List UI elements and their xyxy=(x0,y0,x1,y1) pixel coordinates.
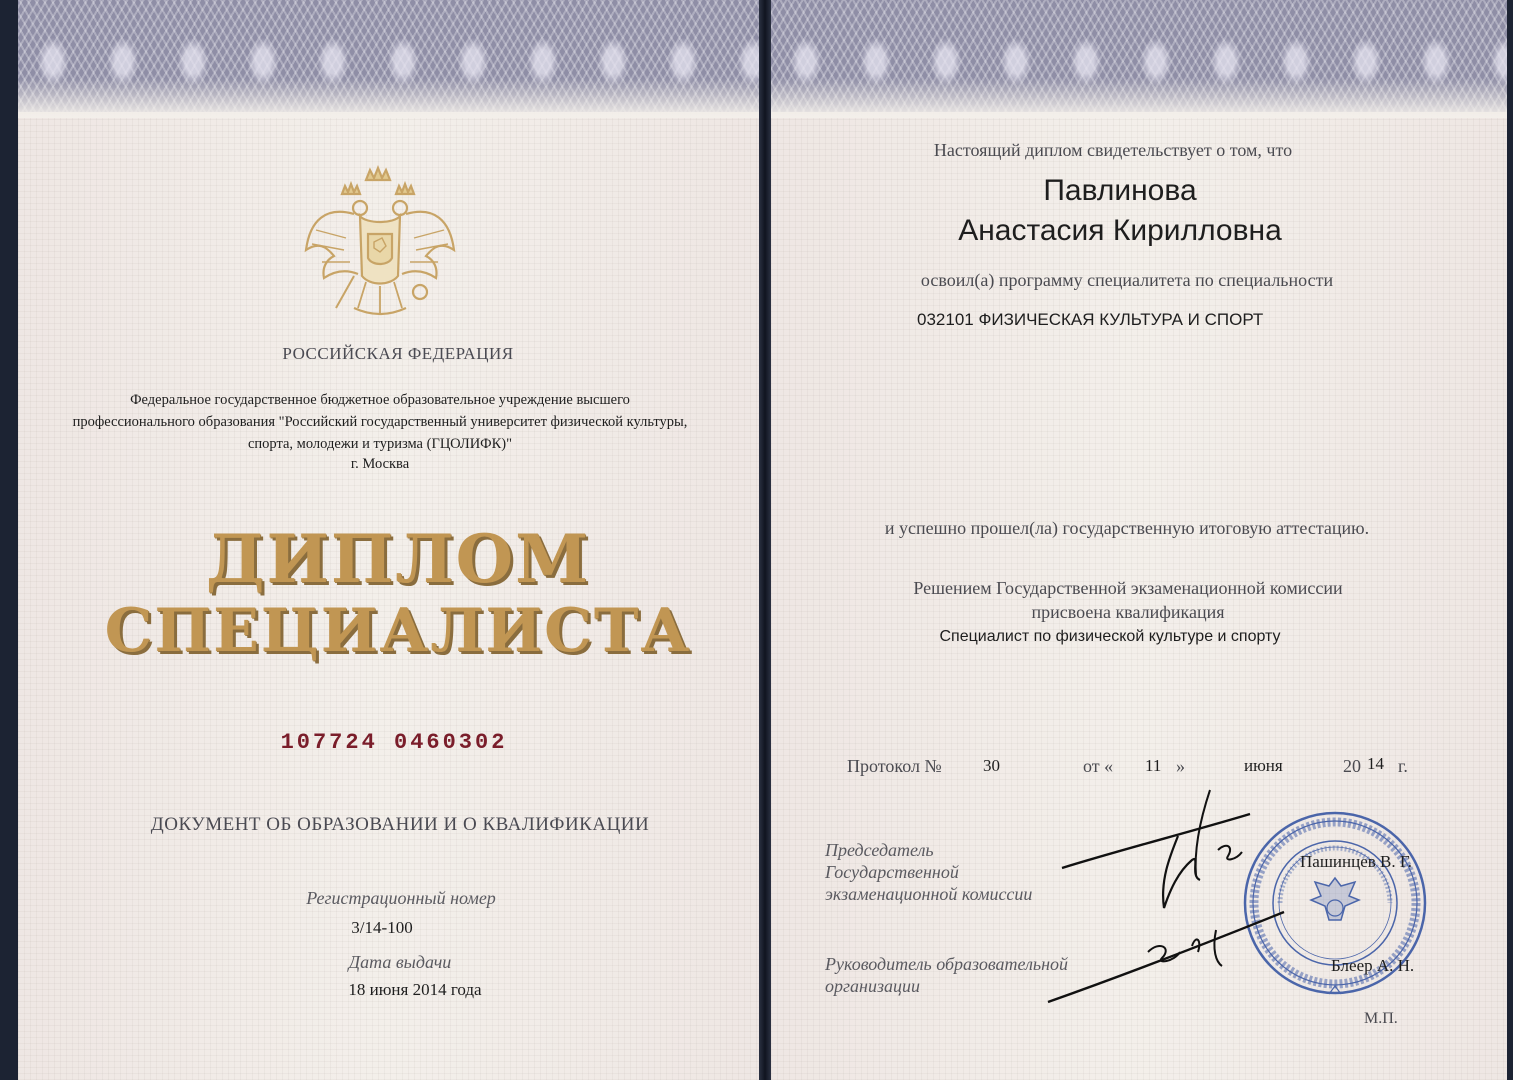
chairman-name: Пашинцев В. Г. xyxy=(1300,852,1413,871)
protocol-from-label: от « xyxy=(1083,756,1114,776)
registration-number: 3/14-100 xyxy=(351,918,413,937)
seal-mark: М.П. xyxy=(1364,1010,1398,1027)
qualification: Специалист по физической культуре и спорту xyxy=(939,628,1281,645)
head-title-line-1: Руководитель образовательной xyxy=(825,954,1069,974)
attestation-text: и успешно прошел(ла) государственную итоговую аттестацию. xyxy=(884,518,1370,538)
institution-line-1: Федеральное государственное бюджетное образовательное учреждение высшего xyxy=(130,392,630,408)
protocol-day: 11 xyxy=(1145,756,1162,775)
institution-city: г. Москва xyxy=(350,456,410,472)
document-type: ДОКУМЕНТ ОБ ОБРАЗОВАНИИ И О КВАЛИФИКАЦИИ xyxy=(150,814,650,835)
head-title-line-2: организации xyxy=(825,976,920,996)
issue-date-label: Дата выдачи xyxy=(348,952,452,972)
program-text: освоил(а) программу специалитета по специальности xyxy=(920,270,1334,290)
diploma-title-line-1: ДИПЛОМ xyxy=(205,520,591,598)
graduate-given-names: Анастасия Кирилловна xyxy=(958,214,1282,247)
coat-of-arms-emblem xyxy=(296,158,464,326)
intro-text: Настоящий диплом свидетельствует о том, что xyxy=(933,140,1293,160)
protocol-close-quote: » xyxy=(1176,756,1185,776)
specialty: 032101 ФИЗИЧЕСКАЯ КУЛЬТУРА И СПОРТ xyxy=(917,310,1264,329)
protocol-number: 30 xyxy=(983,756,1000,775)
serial-number: 107724 0460302 xyxy=(280,730,508,755)
chairman-title-line-1: Председатель xyxy=(825,840,934,860)
institution-line-3: спорта, молодежи и туризма (ГЦОЛИФК)" xyxy=(247,436,513,452)
chairman-title-line-3: экзаменационной комиссии xyxy=(825,884,1033,904)
issue-date: 18 июня 2014 года xyxy=(348,980,482,999)
country-name: РОССИЙСКАЯ ФЕДЕРАЦИЯ xyxy=(282,344,514,363)
decision-line-1: Решением Государственной экзаменационной комиссии xyxy=(913,578,1343,598)
head-name: Блеер А. Н. xyxy=(1331,956,1415,975)
protocol-year-suffix: 14 xyxy=(1367,754,1384,773)
chairman-title-line-2: Государственной xyxy=(825,862,959,882)
protocol-year-prefix: 20 xyxy=(1343,756,1361,776)
institution-line-2: профессионального образования "Российский государственный университет физической культуры, xyxy=(72,414,688,430)
decision-line-2: присвоена квалификация xyxy=(1031,602,1225,622)
binding-spine xyxy=(759,0,771,1080)
diploma-title-line-2: СПЕЦИАЛИСТА xyxy=(104,596,692,666)
protocol-month: июня xyxy=(1244,756,1283,775)
registration-label: Регистрационный номер xyxy=(306,888,496,908)
graduate-surname: Павлинова xyxy=(1043,174,1197,207)
protocol-label: Протокол № xyxy=(847,756,942,776)
protocol-year-unit: г. xyxy=(1398,756,1408,776)
